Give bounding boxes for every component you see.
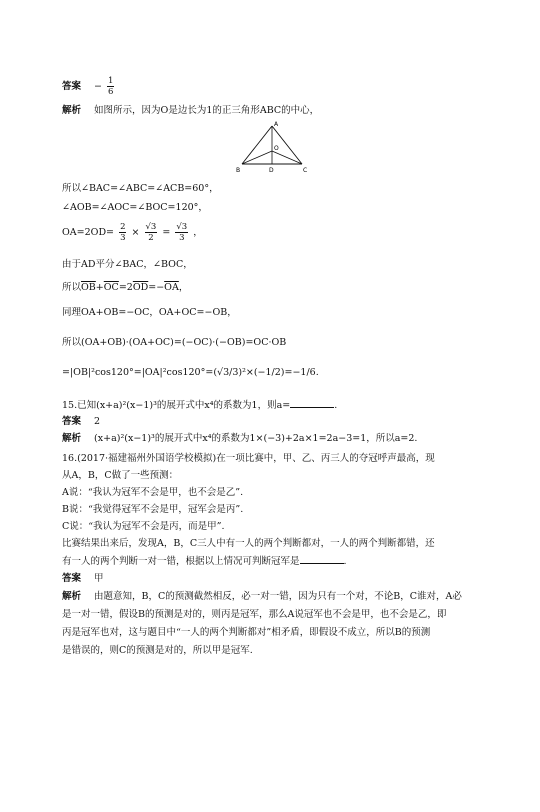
comma: ，: [193, 227, 203, 238]
answer-1: [62, 76, 482, 97]
analysis-1-line-7: 所以(OA+OB)·(OA+OC)=(−OC)·(−OB)=OC·OB: [62, 337, 287, 348]
analysis-1-line-6: 同理OA+OB=−OC，OA+OC=−OB，: [62, 307, 237, 318]
frac-den: 3: [179, 233, 185, 243]
analysis-2-text: (x+a)²(x−1)³的展开式中x⁴的系数为1×(−3)+2a×1=2a−3=1，所以a=2.: [94, 433, 418, 444]
answer-label: 答案: [62, 416, 82, 427]
label-a: A: [274, 121, 279, 128]
period: .: [334, 400, 338, 411]
answer-label: 答案: [62, 81, 82, 92]
frac-den: 2: [148, 233, 154, 243]
question-16-line-5: C说：“我认为冠军不会是丙，而是甲”.: [62, 521, 225, 532]
text-so: 所以: [62, 282, 82, 293]
answer-fraction: [107, 76, 114, 97]
frac-den: 3: [120, 233, 126, 243]
label-b: B: [236, 167, 241, 174]
question-16-line-6: 比赛结果出来后，发现A，B，C三人中有一人的两个判断都对，一人的两个判断都错，还: [62, 538, 435, 549]
analysis-1-line-1: 所以∠BAC=∠ABC=∠ACB=60°，: [62, 183, 219, 194]
fraction-2-3: [119, 222, 126, 243]
side-ab: [242, 126, 272, 164]
fraction-sqrt3-3: [175, 222, 188, 243]
answer-sign: −: [94, 81, 103, 92]
equals-minus: =−: [148, 282, 165, 293]
frac-num: √3: [145, 222, 157, 232]
vector-ob: $\overline{OB}$: [81, 282, 96, 293]
analysis-label: 解析: [62, 591, 82, 602]
analysis-3-line-1: [62, 590, 482, 603]
answer-value: 2: [94, 416, 101, 427]
analysis-3-line-2: 是一对一错，假设B的预测是对的，则丙是冠军，那么A说冠军也不会是甲，也不会是乙，即: [62, 609, 447, 620]
question-15: [62, 398, 482, 412]
analysis-1-line-5: [62, 281, 482, 294]
label-c: C: [303, 167, 308, 174]
equals-two: =2: [118, 282, 133, 293]
question-16-line-4: B说：“我觉得冠军不会是甲，冠军会是丙”.: [62, 504, 244, 515]
answer-label: 答案: [62, 573, 82, 584]
analysis-1-line-4: 由于AD平分∠BAC，∠BOC，: [62, 259, 193, 270]
segment-oc: [272, 151, 302, 164]
answer-2: [62, 415, 482, 428]
question-16-line-3: A说：“我认为冠军不会是甲，也不会是乙”.: [62, 487, 244, 498]
analysis-3-text: 由题意知，B，C的预测截然相反，必一对一错，因为只有一个对，不论B，C谁对，A必: [94, 591, 462, 602]
question-16-text: 有一人的两个判断一对一错，根据以上情况可判断冠军是: [62, 556, 300, 567]
comma: ，: [178, 282, 189, 293]
segment-ob: [242, 151, 272, 164]
question-16-line-1: 16.(2017·福建福州外国语学校模拟)在一项比赛中，甲、乙、丙三人的夺冠呼声最高，现: [62, 453, 435, 464]
analysis-1-line-8: =|OB|²cos120°=|OA|²cos120°=(√3/3)²×(−1/2)=−1/6.: [62, 367, 319, 378]
period: .: [343, 556, 347, 567]
analysis-1-line-3: [62, 222, 482, 243]
answer-denominator: 6: [108, 87, 114, 97]
analysis-3-line-4: 是错误的，则C的预测是对的，所以甲是冠军.: [62, 645, 253, 656]
answer-blank: [290, 398, 334, 408]
answer-value: 甲: [94, 573, 104, 584]
label-d: D: [269, 167, 274, 174]
frac-num: 2: [120, 222, 126, 232]
analysis-1-line-2: ∠AOB=∠AOC=∠BOC=120°，: [62, 202, 208, 213]
frac-num: √3: [176, 222, 188, 232]
vector-od: $\overline{OD}$: [132, 282, 149, 293]
answer-blank: [300, 554, 344, 564]
label-o: O: [274, 145, 279, 152]
analysis-3-line-3: 丙是冠军也对，这与题目中“一人的两个判断都对”相矛盾，即假设不成立，所以B的预测: [62, 627, 431, 638]
answer-numerator: 1: [108, 76, 114, 86]
answer-3: [62, 572, 482, 585]
oa-expression: OA=2OD=: [62, 227, 115, 238]
triangle-figure: [234, 120, 310, 176]
question-16-line-2: 从A，B，C做了一些预测：: [62, 470, 179, 481]
plus-sign: +: [95, 282, 104, 293]
analysis-1-text: 如图所示，因为O是边长为1的正三角形ABC的中心，: [94, 105, 320, 116]
equals-sign: =: [162, 227, 171, 238]
times-sign: ×: [131, 227, 140, 238]
analysis-2: [62, 432, 482, 445]
analysis-label: 解析: [62, 433, 82, 444]
vector-oa: $\overline{OA}$: [164, 282, 179, 293]
question-16-line-7: [62, 554, 482, 568]
fraction-sqrt3-2: [145, 222, 158, 243]
question-15-text: 15.已知(x+a)²(x−1)³的展开式中x⁴的系数为1，则a=: [62, 400, 291, 411]
analysis-1-intro: [62, 104, 482, 117]
vector-oc: $\overline{OC}$: [103, 282, 119, 293]
analysis-label: 解析: [62, 105, 82, 116]
